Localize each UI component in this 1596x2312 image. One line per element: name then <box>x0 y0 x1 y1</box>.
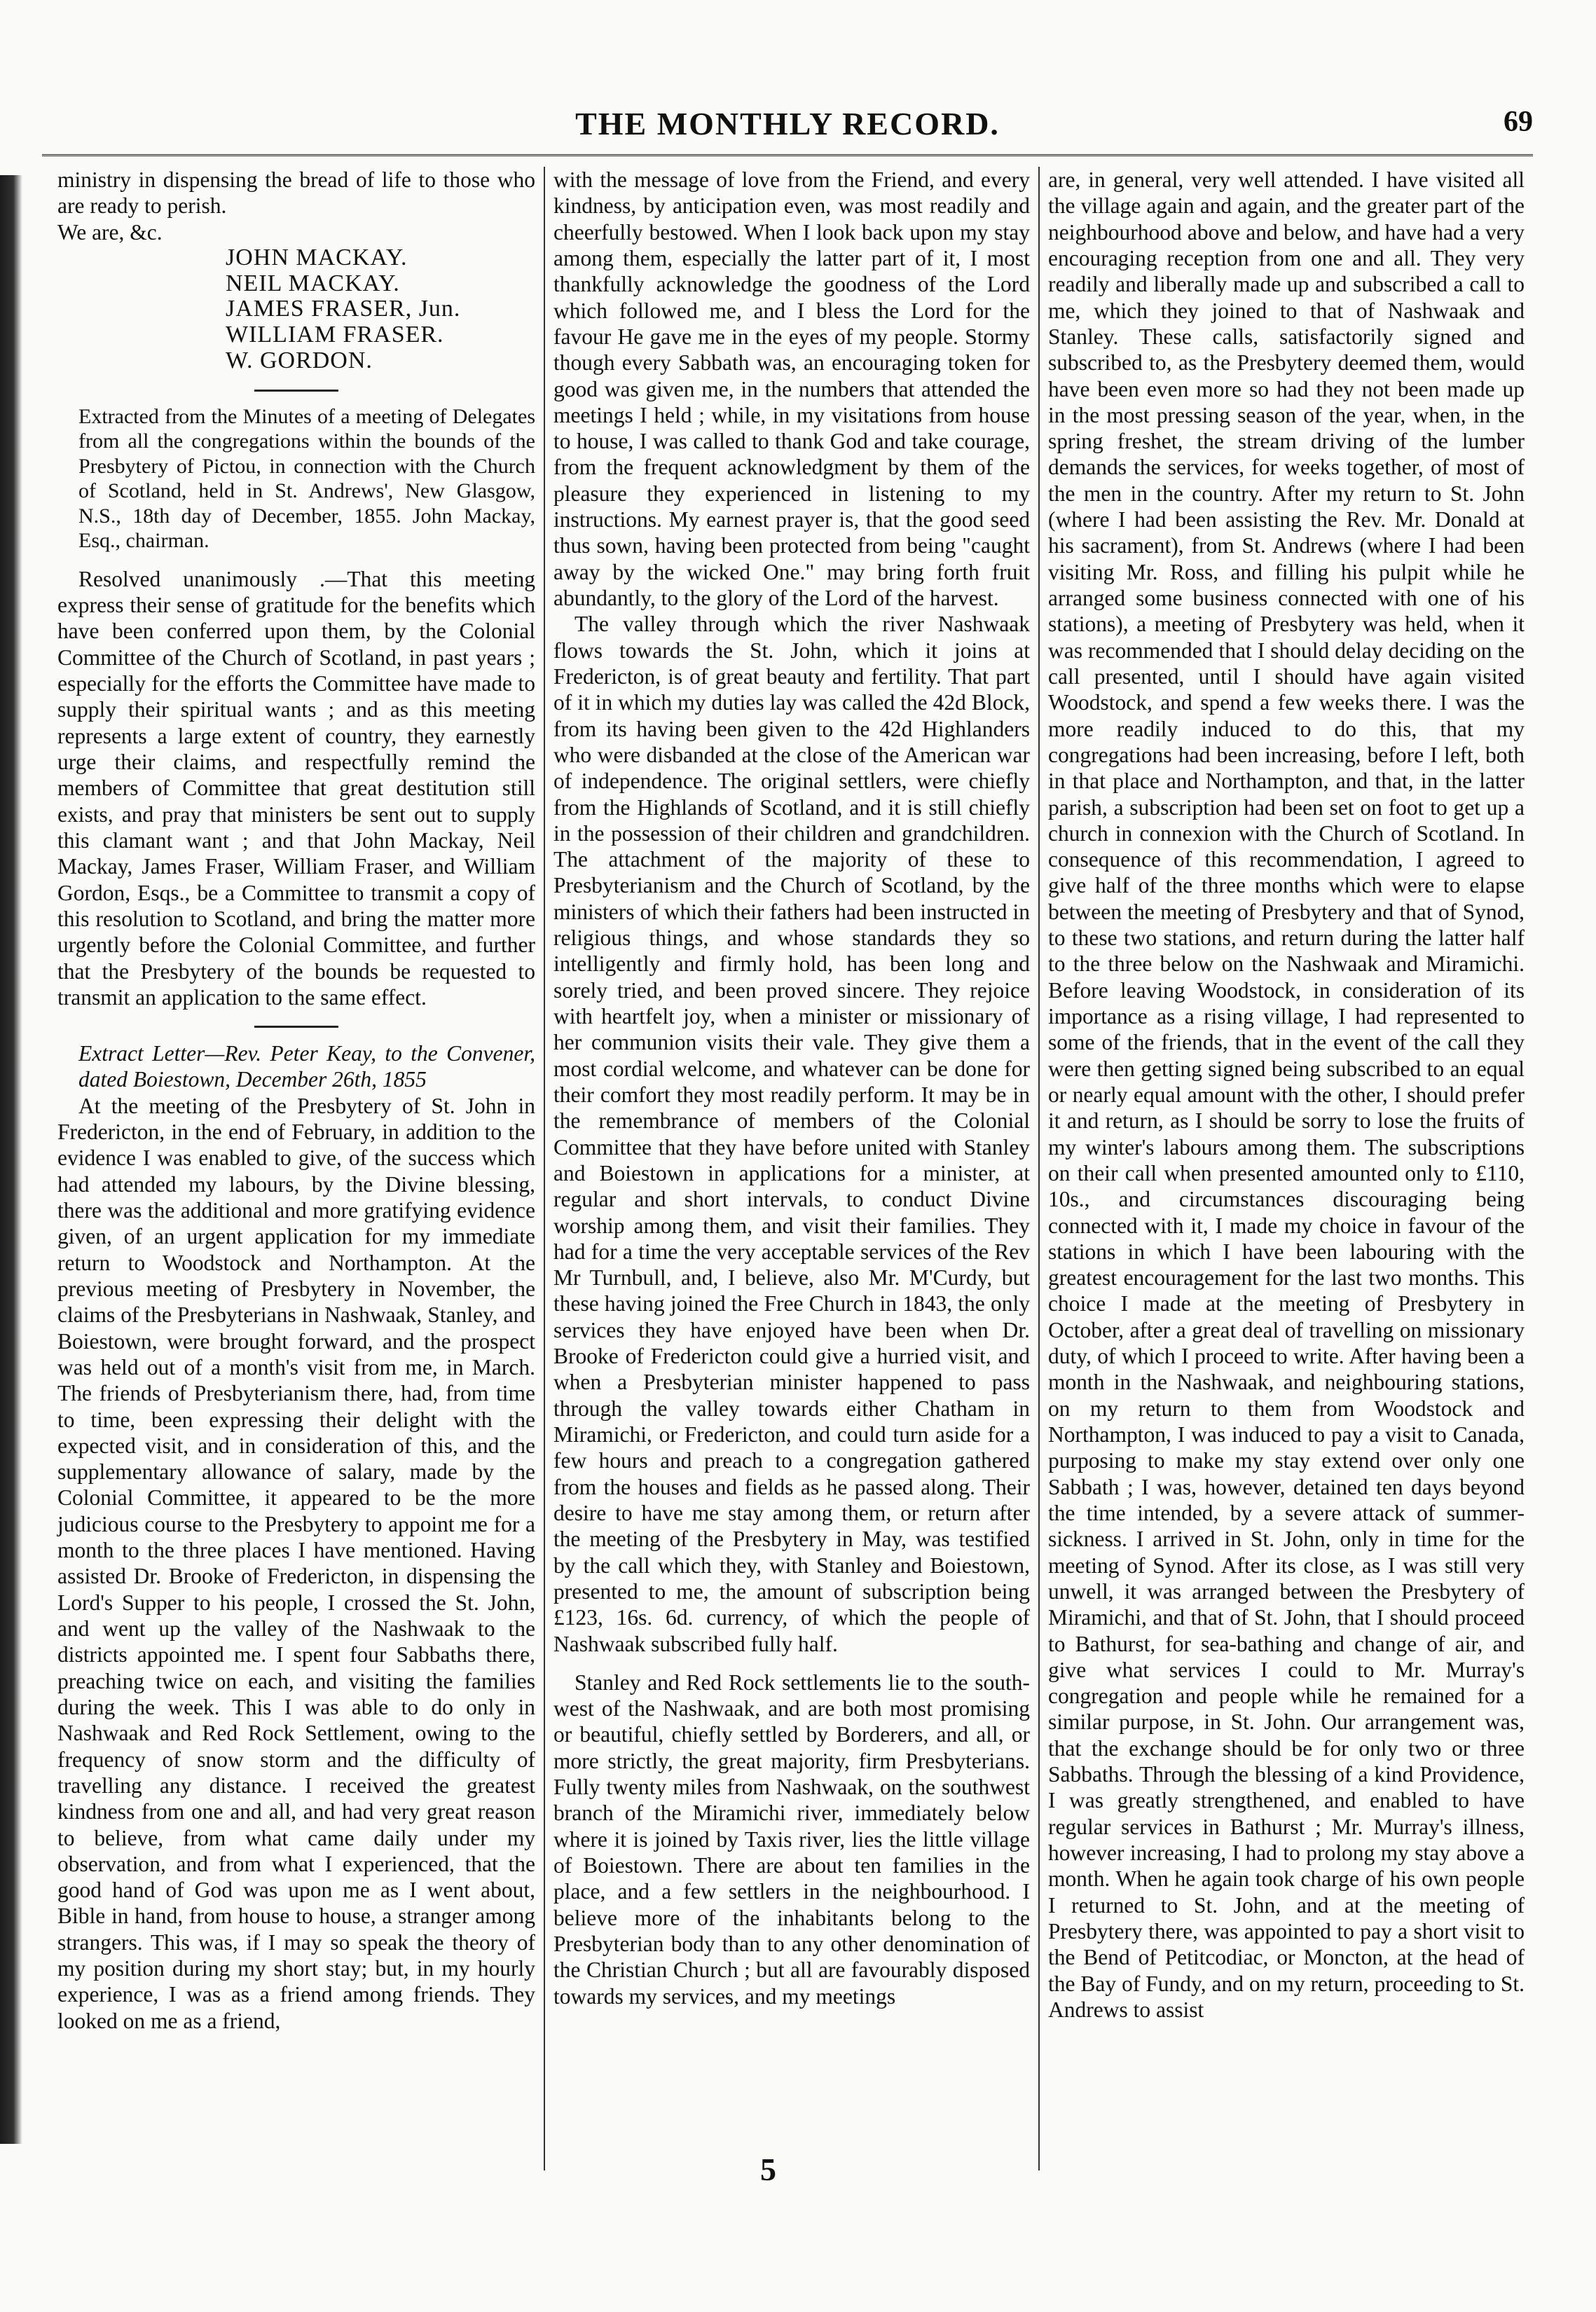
signatory: JOHN MACKAY. <box>226 244 408 270</box>
resolution-text: Resolved unanimously .—That this meeting express their sense of gratitude for the benefits which have been conferred upon them, by the Colonial Committee of the Church of Scotland, in past years ; especially for the efforts the Committee have made to supply their spiritual wants ; and as this meeting represents a large extent of country, they earnestly urge their claims, and respectfully remind the members of Committee that great destitution still exists, and pray that ministers be sent out to supply this clamant want ; and that John Mackay, Neil Mackay, James Fraser, William Fraser, and William Gordon, Esqs., be a Committee to transmit a copy of this resolution to Scotland, and bring the matter more urgently before the Colonial Committee, and further that the Presbytery of the bounds be requested to transmit an application to the same effect. <box>57 566 535 1010</box>
column-middle <box>544 167 1038 2170</box>
paragraph: At the meeting of the Presbytery of St. John in Fredericton, in the end of February, in addition to the evidence I was enabled to give, of the success which had attended my labours, by the Divine blessing, there was the additional and more gratifying evidence given, of an urgent application for my immediate return to Woodstock and Northampton. At the previous meeting of Presbytery in November, the claims of the Presbyterians in Nashwaak, Stanley, and Boiestown, were brought forward, and the prospect was held out of a month's visit from me, in March. The friends of Presbyterianism there, had, from time to time, been expressing their delight with the expected visit, and in consideration of this, and the supplementary allowance of salary, made by the Colonial Committee, it appeared to be the more judicious course to the Presbytery to appoint me for a month to the three places I have mentioned. Having assisted Dr. Brooke of Fredericton, in dispensing the Lord's Supper to his people, I crossed the St. John, and went up the valley of the Nashwaak to the districts appointed me. I spent four Sabbaths there, preaching twice on each, and visiting the families during the week. This I was able to do only in Nashwaak and Red Rock Settlement, owing to the frequency of snow storm and the difficulty of travelling any distance. I received the greatest kindness from one and all, and had very great reason to believe, from what came daily under my observation, and from what I experienced, that the good hand of God was upon me as I went about, Bible in hand, from house to house, a stranger among strangers. This was, if I may so speak the theory of my position during my short stay; but, in my hourly experience, I was as a friend among friends. They looked on me as a friend, <box>57 1093 535 2033</box>
binding-shadow <box>0 175 22 2144</box>
section-rule <box>254 390 338 392</box>
page-number: 69 <box>1504 106 1533 138</box>
section-rule <box>254 1026 338 1028</box>
paragraph: ministry in dispensing the bread of life to those who are ready to perish. <box>57 167 535 219</box>
extract-heading: Extracted from the Minutes of a meeting of Delegates from all the congregations within the bounds of the Presbytery of Pictou, in connection with the Church of Scotland, held in St. Andrews', New Glasgow, N.S., 18th day of December, 1855. John Mackay, Esq., chairman. <box>78 404 535 553</box>
paragraph: are, in general, very well attended. I have visited all the village again and again, and the greater part of the neighbourhood above and below, and have had a very encouraging reception from one and all. They very readily and liberally made up and subscribed a call to me, which they joined to that of Nashwaak and Stanley. These calls, satisfactorily signed and subscribed to, as the Presbytery deemed them, would have been even more so had they not been made up in the most pressing season of the year, when, in the spring freshet, the stream driving of the lumber demands the services, for weeks together, of most of the men in the country. After my return to St. John (where I had been assisting the Rev. Mr. Donald at his sacrament), from St. Andrews (where I had been visiting Mr. Ross, and filling his pulpit while he arranged some business connected with one of his stations), a meeting of Presbytery was held, when it was recommended that I should delay deciding on the call presented, until I should have again visited Woodstock, and spend a few weeks there. I was the more readily induced to do this, that my congregations had been increasing, before I left, both in that place and Northampton, and that, in the latter parish, a subscription had been set on foot to get up a church in connexion with the Church of Scotland. In consequence of this recommendation, I agreed to give half of the three months which were to elapse between the meeting of Presbytery and that of Synod, to these two stations, and return during the latter half to the three below on the Nashwaak and Miramichi. Before leaving Woodstock, in consideration of its importance as a rising village, I had represented to some of the friends, that in the event of the call they were then getting signed being subscribed to an equal or nearly equal amount with the other, I should prefer it and return, as I should be sorry to lose the fruits of my winter's labours among them. The subscriptions on their call when presented amounted only to £110, 10s., and circumstances discouraging being connected with it, I made my choice in favour of the stations in which I have been labouring with the greatest encouragement for the last two months. This choice I made at the meeting of Presbytery in October, after a great deal of travelling on missionary duty, of which I proceed to write. After having been a month in the Nashwaak, and neighbouring stations, on my return to them from Woodstock and Northampton, I was induced to pay a visit to Canada, purposing to make my stay extend over only one Sabbath ; I was, however, detained ten days beyond the time intended, by a severe attack of summer-sickness. I arrived in St. John, only in time for the meeting of Synod. After its close, as I was still very unwell, it was arranged between the Presbytery of Miramichi, and that of St. John, that I should proceed to Bathurst, for sea-bathing and change of air, and give what services I could to Mr. Murray's congregation and people while he remained for a similar purpose, in St. John. Our arrangement was, that the exchange should be for only two or three Sabbaths. Through the blessing of a kind Providence, I was greatly strengthened, and enabled to have regular services in Bathurst ; Mr. Murray's illness, however increasing, I had to prolong my stay above a month. When he again took charge of his own people I returned to St. John, and at the meeting of Presbytery there, was appointed to pay a short visit to the Bend of Petitcodiac, or Moncton, at the head of the Bay of Fundy, and on my return, proceeding to St. Andrews to assist <box>1048 167 1525 2022</box>
signatory: NEIL MACKAY. <box>226 270 400 296</box>
signatory: W. GORDON. <box>226 347 373 373</box>
paragraph: Stanley and Red Rock settlements lie to the south-west of the Nashwaak, and are both most promising or beautiful, chiefly settled by Borderers, and all, or more strictly, the great majority, firm Presbyterians. Fully twenty miles from Nashwaak, on the southwest branch of the Miramichi river, immediately below where it is joined by Taxis river, lies the little village of Boiestown. There are about ten families in the place, and a few settlers in the neighbourhood. I believe more of the inhabitants belong to the Presbyterian body than to any other denomination of the Christian Church ; but all are favourably disposed towards my services, and my meetings <box>553 1670 1030 2009</box>
closing-line: We are, &c. <box>57 219 163 245</box>
signatory-list <box>226 245 535 374</box>
journal-title: THE MONTHLY RECORD. <box>575 106 1000 142</box>
signature-mark: 5 <box>760 2152 776 2187</box>
text-columns <box>49 167 1533 2170</box>
page-header <box>42 105 1533 156</box>
signatory: WILLIAM FRASER. <box>226 322 444 348</box>
column-right <box>1038 167 1533 2170</box>
signatory: JAMES FRASER, Jun. <box>226 296 461 322</box>
paragraph: with the message of love from the Friend, and every kindness, by anticipation even, was most readily and cheerfully bestowed. When I look back upon my stay among them, especially the latter part of it, I most thankfully acknowledge the goodness of the Lord which followed me, and I bless the Lord for the favour He gave me in the eyes of my people. Stormy though every Sabbath was, an encouraging token for good was given me, in the numbers that attended the meetings I held ; while, in my visitations from house to house, I was called to thank God and take courage, from the frequent acknowledgment by them of the pleasure they experienced in listening to my instructions. My earnest prayer is, that the good seed thus sown, having been protected from being "caught away by the wicked One." may bring forth fruit abundantly, to the glory of the Lord of the harvest. <box>553 167 1030 610</box>
column-left <box>49 167 544 2170</box>
letter-heading: Extract Letter—Rev. Peter Keay, to the Convener, dated Boiestown, December 26th, 1855 <box>78 1041 535 1092</box>
paragraph: The valley through which the river Nashwaak flows towards the St. John, which it joins at Fredericton, is of great beauty and fertility. That part of it in which my duties lay was called the 42d Block, from its having been given to the 42d Highlanders who were disbanded at the close of the American war of independence. The original settlers, were chiefly from the Highlands of Scotland, and it is still chiefly in the possession of their children and grandchildren. The attachment of the majority of these to Presbyterianism and the Church of Scotland, by the ministers of which their fathers had been instructed in religious things, and whose standards they so intelligently and firmly hold, has been long and sorely tried, and been proved sincere. They rejoice with heartfelt joy, when a minister or missionary of her communion visits their vale. They give them a most cordial welcome, and whatever can be done for their comfort they most readily perform. It may be in the remembrance of members of the Colonial Committee that they have before united with Stanley and Boiestown in applications for a minister, at regular and short intervals, to conduct Divine worship among them, and visit their families. They had for a time the very acceptable services of the Rev Mr Turnbull, and, I believe, also Mr. M'Curdy, but these having joined the Free Church in 1843, the only services they have enjoyed have been when Dr. Brooke of Fredericton could give a hurried visit, and when a Presbyterian minister happened to pass through the valley towards either Chatham in Miramichi, or Fredericton, and could turn aside for a few hours and preach to a congregation gathered from the houses and fields as he passed along. Their desire to have me stay among them, or return after the meeting of the Presbytery in May, was testified by the call which they, with Stanley and Boiestown, presented to me, the amount of subscription being £123, 16s. 6d. currency, of which the people of Nashwaak subscribed fully half. <box>553 612 1030 1656</box>
